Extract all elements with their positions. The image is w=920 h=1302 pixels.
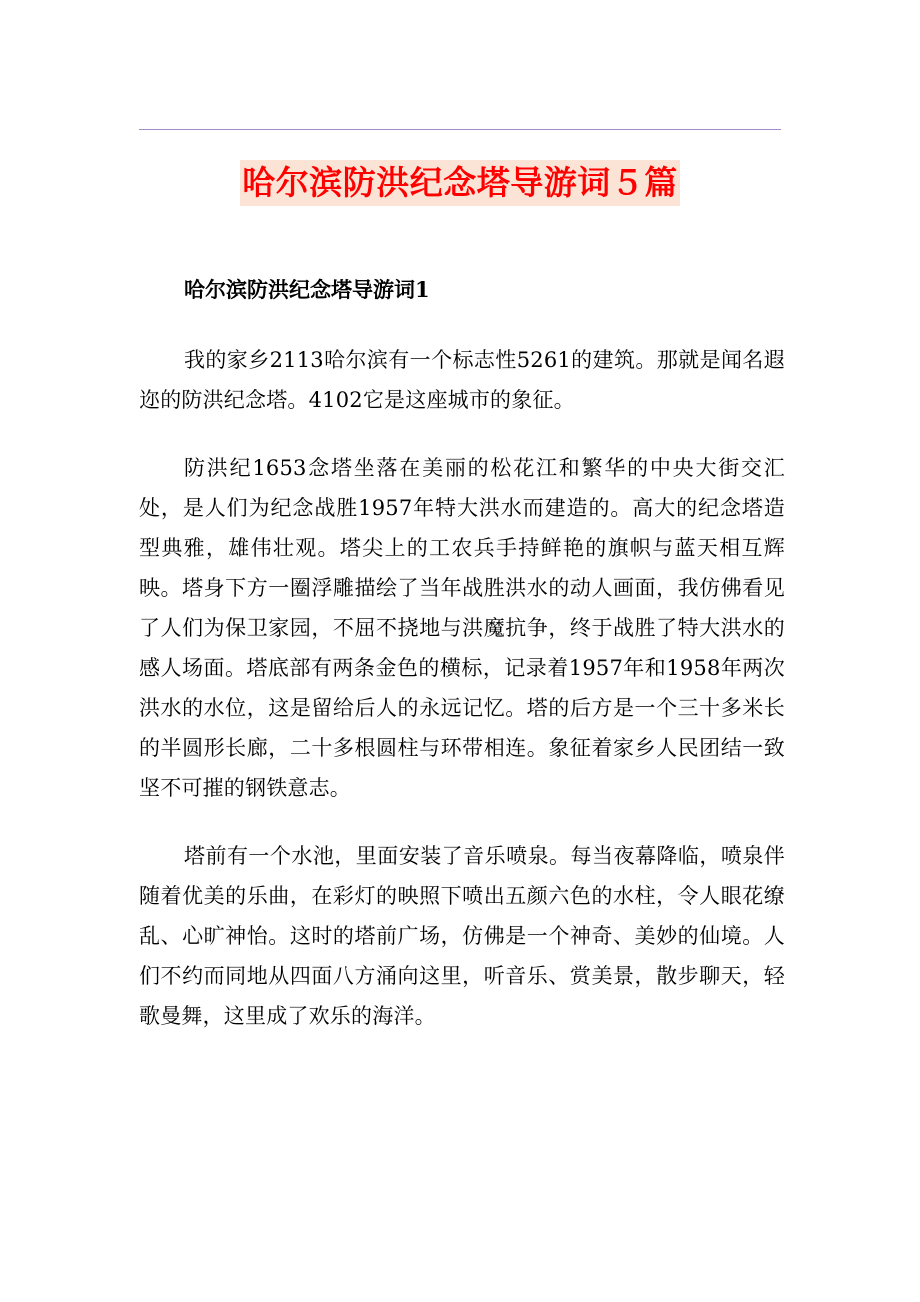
title-container bbox=[0, 160, 920, 206]
document-title: 哈尔滨防洪纪念塔导游词５篇 bbox=[240, 160, 680, 206]
document-body bbox=[139, 270, 785, 1064]
paragraph-3: 塔前有一个水池，里面安装了音乐喷泉。每当夜幕降临，喷泉伴随着优美的乐曲，在彩灯的映照下喷出五颜六色的水柱，令人眼花缭乱、心旷神怡。这时的塔前广场，仿佛是一个神奇、美妙的仙境。人们不约而同地从四面八方涌向这里，听音乐、赏美景，散步聊天，轻歌曼舞，这里成了欢乐的海洋。 bbox=[139, 844, 785, 1028]
section-heading: 哈尔滨防洪纪念塔导游词1 bbox=[184, 277, 430, 302]
header-rule bbox=[139, 129, 781, 130]
paragraph-1: 我的家乡2113哈尔滨有一个标志性5261的建筑。那就是闻名遐迩的防洪纪念塔。4102它是这座城市的象征。 bbox=[139, 348, 785, 412]
paragraph-2: 防洪纪1653念塔坐落在美丽的松花江和繁华的中央大街交汇处，是人们为纪念战胜1957年特大洪水而建造的。高大的纪念塔造型典雅，雄伟壮观。塔尖上的工农兵手持鲜艳的旗帜与蓝天相互辉映。塔身下方一圈浮雕描绘了当年战胜洪水的动人画面，我仿佛看见了人们为保卫家园，不屈不挠地与洪魔抗争，终于战胜了特大洪水的感人场面。塔底部有两条金色的横标，记录着1957年和1958年两次洪水的水位，这是留给后人的永远记忆。塔的后方是一个三十多米长的半圆形长廊，二十多根圆柱与环带相连。象征着家乡人民团结一致坚不可摧的钢铁意志。 bbox=[139, 456, 785, 800]
